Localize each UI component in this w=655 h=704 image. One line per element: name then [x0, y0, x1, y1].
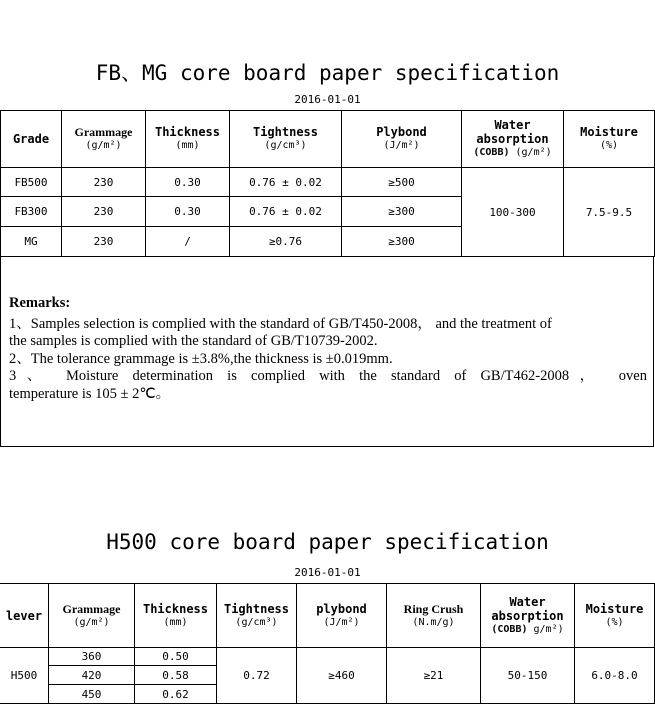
cell-tightness: 0.76 ± 0.02	[230, 168, 342, 197]
cell-tightness: 0.76 ± 0.02	[230, 197, 342, 227]
remark-line: 3、 Moisture determination is complied with the standard of GB/T462-2008， oven	[9, 368, 647, 384]
header-tightness: Tightness (g/cm³)	[217, 584, 297, 648]
remark-line: the samples is complied with the standard of GB/T10739-2002.	[9, 333, 378, 349]
header-plybond: plybond (J/m²)	[297, 584, 387, 648]
cell-thickness: 0.30	[146, 197, 230, 227]
header-moisture: Moisture (%)	[575, 584, 655, 648]
remark-line: temperature is 105 ± 2℃。	[9, 385, 171, 402]
header-tightness: Tightness (g/cm³)	[230, 111, 342, 168]
cell-grade: MG	[1, 227, 62, 257]
header-plybond: Plybond (J/m²)	[342, 111, 462, 168]
cell-thickness: 0.62	[135, 685, 217, 704]
table-row	[1, 168, 655, 197]
cell-plybond: ≥460	[297, 648, 387, 704]
cell-grammage: 420	[49, 666, 135, 685]
header-thickness: Thickness (mm)	[135, 584, 217, 648]
table-header-row	[1, 111, 655, 168]
remarks-box	[0, 257, 654, 447]
cell-grammage: 230	[62, 197, 146, 227]
cell-grammage: 230	[62, 168, 146, 197]
cell-ring-crush: ≥21	[387, 648, 481, 704]
table-header-row	[0, 584, 655, 648]
cell-water-absorption: 100-300	[462, 168, 564, 257]
spec-date: 2016-01-01	[294, 566, 361, 579]
header-grammage: Grammage (g/m²)	[62, 111, 146, 168]
cell-tightness: 0.72	[217, 648, 297, 704]
header-lever: lever	[0, 584, 49, 648]
cell-water-absorption: 50-150	[481, 648, 575, 704]
header-thickness: Thickness (mm)	[146, 111, 230, 168]
cell-grammage: 230	[62, 227, 146, 257]
remarks-block	[9, 295, 647, 403]
cell-grammage: 360	[49, 648, 135, 666]
spec-date: 2016-01-01	[294, 93, 361, 106]
table-row	[0, 648, 655, 666]
spec-title-fb-mg: FB、MG core board paper specification	[95, 61, 560, 85]
remarks-title: Remarks:	[9, 295, 71, 311]
header-water-absorption: Water absorption (COBB) (g/m²)	[462, 111, 564, 168]
header-grade: Grade	[1, 111, 62, 168]
header-grammage: Grammage (g/m²)	[49, 584, 135, 648]
remark-line: 2、The tolerance grammage is ±3.8%,the thickness is ±0.019mm.	[9, 350, 393, 367]
remark-line: 1、Samples selection is complied with the standard of GB/T450-2008， and the treatment of	[9, 315, 552, 332]
cell-moisture: 7.5-9.5	[564, 168, 655, 257]
spec-table-h500	[0, 583, 655, 704]
cell-plybond: ≥300	[342, 197, 462, 227]
cell-grade: FB500	[1, 168, 62, 197]
cell-grade: FB300	[1, 197, 62, 227]
header-moisture: Moisture (%)	[564, 111, 655, 168]
cell-grade: H500	[0, 648, 49, 704]
cell-grammage: 450	[49, 685, 135, 704]
cell-thickness: /	[146, 227, 230, 257]
cell-thickness: 0.30	[146, 168, 230, 197]
spec-title-h500: H500 core board paper specification	[106, 530, 549, 554]
header-water-absorption: Water absorption (COBB) g/m²)	[481, 584, 575, 648]
cell-tightness: ≥0.76	[230, 227, 342, 257]
cell-plybond: ≥500	[342, 168, 462, 197]
header-ring-crush: Ring Crush (N.m/g)	[387, 584, 481, 648]
cell-moisture: 6.0-8.0	[575, 648, 655, 704]
cell-thickness: 0.58	[135, 666, 217, 685]
spec-table-fb-mg	[0, 110, 655, 257]
cell-plybond: ≥300	[342, 227, 462, 257]
cell-thickness: 0.50	[135, 648, 217, 666]
